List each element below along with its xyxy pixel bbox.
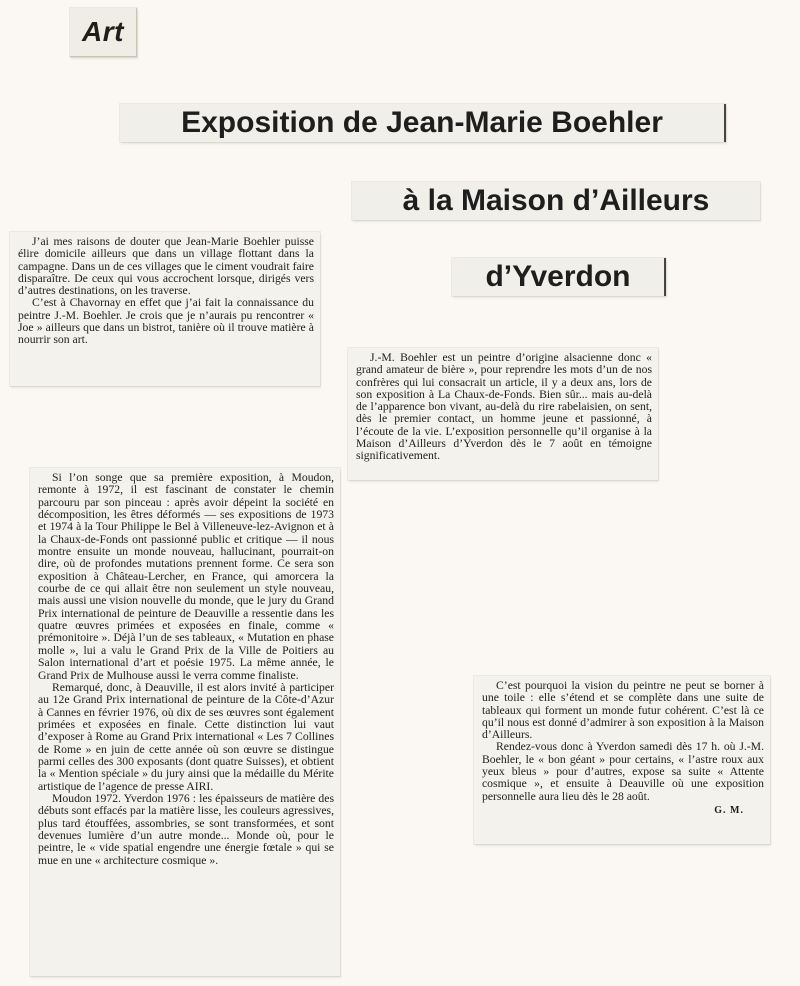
- paragraph: J’ai mes raisons de douter que Jean-Marie Boehler puisse élire domicile ailleurs que dans un village flottant dans la campagne. Dans un de ces villages que le ciment voudrait faire disparaître. De ceux qui vous accrochent lorsque, dirigés vers d’autres destinations, on les traverse.: [18, 235, 314, 298]
- author-signature: G. M.: [714, 804, 744, 816]
- paragraph: Si l’on songe que sa première exposition, à Moudon, remonte à 1972, il est fascinant de constater le chemin parcouru par son pinceau : après avoir dépeint la société en décomposition, les êtres déformés — ses expositions de 1973 et 1974 à la Tour Philippe le Bel à Villeneuve-lez-Avignon et à la Chaux-de-Fonds ont passionné public et critique — il nous montre ensuite un monde nouveau, hallucinant, pourrait-on dire, où de profondes mutations prennent forme. Ce sera son exposition à Château-Lercher, en France, qui amorcera la courbe de ce qui allait être non seulement un style nouveau, mais aussi une vision nouvelle du monde, que le jury du Grand Prix international de peinture de Deauville a ressentie dans les quatre œuvres primées et exposées en finale, comme « prémonitoire ». Déjà l’un de ses tableaux, « Mutation en phase molle », lui a valu le Grand Prix de la Ville de Poitiers au Salon international d’art et poésie 1975. La même année, le Grand Prix de Mulhouse aussi le verra comme finaliste.: [38, 471, 334, 682]
- headline-line-2: à la Maison d’Ailleurs: [352, 182, 760, 220]
- paragraph: C’est pourquoi la vision du peintre ne peut se borner à une toile : elle s’étend et se complète dans une suite de tableaux qui forment un monde futur cohérent. C’est là ce qu’il nous est donné d’admirer à son exposition à la Maison d’Ailleurs.: [482, 679, 764, 742]
- paragraph: J.-M. Boehler est un peintre d’origine alsacienne donc « grand amateur de bière », pour reprendre les mots d’un de nos confrères qui lui consacrait un article, il y a deux ans, lors de son exposition à La Chaux-de-Fonds. Bien sûr... mais au-delà de l’apparence bon vivant, au-delà du rire rabelaisien, on sent, dès le premier contact, un homme jeune et passionné, à l’écoute de la vie. L’exposition personnelle qu’il organise à la Maison d’Ailleurs d’Yverdon dès le 7 août en témoigne significativement.: [356, 351, 652, 463]
- paragraph: Remarqué, donc, à Deauville, il est alors invité à participer au 12e Grand Prix international de peinture de la Côte-d’Azur à Cannes en février 1976, où dix de ses œuvres sont également primées et exposées en finale. Cette distinction lui vaut d’exposer à Rome au Grand Prix international « Les 7 Collines de Rome » en juin de cette année où son œuvre se distingue parmi celles des 300 exposants (dont quatre Suisses), et obtient la « Mention spéciale » du jury ainsi que la médaille du Mérite artistique de l’agence de presse AIRI.: [38, 680, 334, 793]
- headline-line-1: Exposition de Jean-Marie Boehler: [120, 104, 726, 142]
- rubric-label: Art: [82, 16, 124, 47]
- article-column-profile: [348, 348, 658, 480]
- headline-line-3: d’Yverdon: [452, 258, 666, 296]
- article-column-intro: [10, 232, 320, 386]
- article-column-career: [30, 468, 340, 976]
- paragraph: C’est à Chavornay en effet que j’ai fait la connaissance du peintre J.-M. Boehler. Je crois que je n’aurais pu rencontrer « Joe » ailleurs que dans un bistrot, tanière où il trouve matière à nourrir son art.: [18, 296, 314, 347]
- paragraph: Moudon 1972. Yverdon 1976 : les épaisseurs de matière des débuts sont effacés par la matière lisse, les couleurs agressives, plus tard étouffées, assombries, se sont transformées, et sont devenues lumière d’un autre monde... Monde où, pour le peintre, le « vide spatial engendre une énergie fœtale » qui se mue en une « architecture cosmique ».: [38, 791, 334, 867]
- article-column-conclusion: [474, 676, 770, 844]
- section-rubric: [70, 8, 137, 57]
- paragraph: Rendez-vous donc à Yverdon samedi dès 17 h. où J.-M. Boehler, le « bon géant » pour certains, « l’astre roux aux yeux bleus » pour d’autres, expose sa suite « Attente cosmique », et ensuite à Deauville où une exposition personnelle aura lieu dès le 28 août.: [482, 740, 764, 803]
